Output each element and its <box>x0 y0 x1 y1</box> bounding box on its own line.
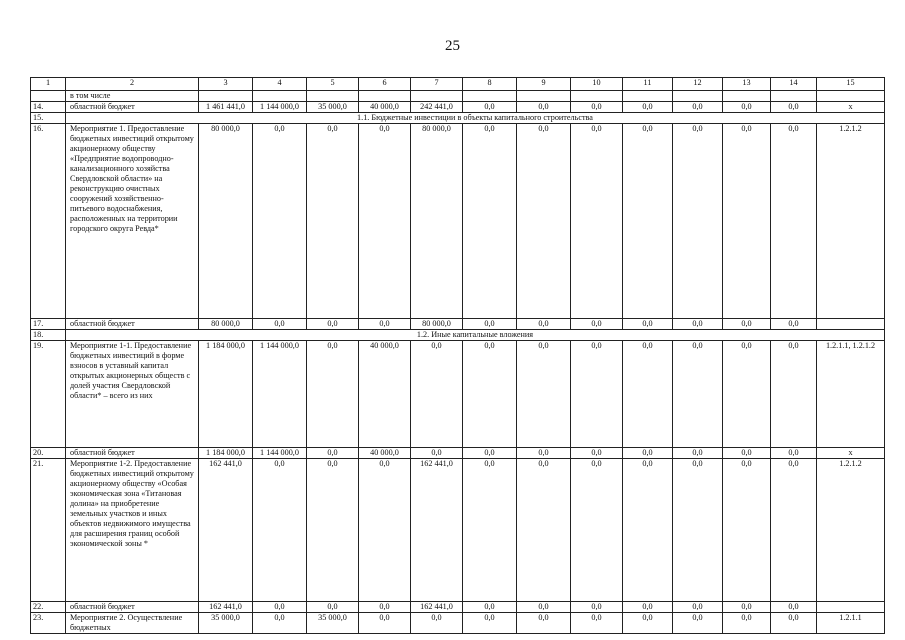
table-header-row <box>31 78 885 91</box>
value-cell <box>359 91 411 102</box>
value-cell: 0,0 <box>771 602 817 613</box>
value-cell: 1 184 000,0 <box>199 448 253 459</box>
value-cell: 0,0 <box>723 602 771 613</box>
value-cell: 0,0 <box>307 319 359 330</box>
value-cell: 0,0 <box>253 459 307 602</box>
value-cell <box>463 91 517 102</box>
page-number: 25 <box>445 38 460 54</box>
value-cell: 0,0 <box>307 459 359 602</box>
value-cell: 0,0 <box>571 124 623 319</box>
column-number-header: 14 <box>771 78 817 91</box>
value-cell: 0,0 <box>253 319 307 330</box>
value-cell: 0,0 <box>463 602 517 613</box>
row-name: Мероприятие 1-1. Предоставление бюджетных инвестиций в форме взносов в уставный капитал открытых акционерных обществ с долей участия Свердловской области* – всего из них <box>66 341 199 448</box>
value-cell <box>771 91 817 102</box>
section-title: 1.1. Бюджетные инвестиции в объекты капитального строительства <box>66 113 885 124</box>
value-cell: 0,0 <box>411 448 463 459</box>
target-code: х <box>817 102 885 113</box>
value-cell: 0,0 <box>517 602 571 613</box>
value-cell: 35 000,0 <box>199 613 253 634</box>
column-number-header: 6 <box>359 78 411 91</box>
value-cell: 0,0 <box>723 124 771 319</box>
value-cell: 0,0 <box>771 124 817 319</box>
target-code: 1.2.1.2 <box>817 124 885 319</box>
table-row <box>31 124 885 319</box>
value-cell: 0,0 <box>723 613 771 634</box>
value-cell: 0,0 <box>463 124 517 319</box>
value-cell: 0,0 <box>623 448 673 459</box>
value-cell: 0,0 <box>623 319 673 330</box>
section-title: 1.2. Иные капитальные вложения <box>66 330 885 341</box>
column-number-header: 4 <box>253 78 307 91</box>
value-cell: 80 000,0 <box>199 124 253 319</box>
value-cell: 0,0 <box>571 602 623 613</box>
value-cell: 0,0 <box>517 448 571 459</box>
value-cell: 0,0 <box>307 124 359 319</box>
row-name: Мероприятие 1. Предоставление бюджетных инвестиций открытому акционерному обществу «Предприятие водопроводно-канализационного хозяйства Свердловской области» на реконструкцию очистных сооружений хозяйственно-питьевого водоснабжения, расположенных на территории городского округа Ревда* <box>66 124 199 319</box>
target-code <box>817 91 885 102</box>
value-cell: 0,0 <box>771 341 817 448</box>
row-number: 22. <box>31 602 66 613</box>
row-number <box>31 91 66 102</box>
value-cell: 0,0 <box>359 124 411 319</box>
value-cell: 1 184 000,0 <box>199 341 253 448</box>
value-cell: 0,0 <box>623 341 673 448</box>
column-number-header: 5 <box>307 78 359 91</box>
value-cell: 0,0 <box>463 319 517 330</box>
value-cell: 1 461 441,0 <box>199 102 253 113</box>
table-row <box>31 602 885 613</box>
value-cell <box>199 91 253 102</box>
value-cell: 0,0 <box>463 459 517 602</box>
value-cell <box>307 91 359 102</box>
value-cell: 0,0 <box>673 448 723 459</box>
value-cell: 0,0 <box>571 448 623 459</box>
value-cell: 0,0 <box>723 448 771 459</box>
value-cell: 0,0 <box>673 613 723 634</box>
value-cell: 0,0 <box>673 602 723 613</box>
value-cell: 0,0 <box>253 124 307 319</box>
table-row <box>31 341 885 448</box>
row-number: 16. <box>31 124 66 319</box>
value-cell: 0,0 <box>571 341 623 448</box>
value-cell: 0,0 <box>673 102 723 113</box>
value-cell: 0,0 <box>517 613 571 634</box>
budget-table <box>30 77 885 634</box>
value-cell: 0,0 <box>623 459 673 602</box>
value-cell: 0,0 <box>623 602 673 613</box>
row-number: 23. <box>31 613 66 634</box>
column-number-header: 1 <box>31 78 66 91</box>
column-number-header: 9 <box>517 78 571 91</box>
row-number: 20. <box>31 448 66 459</box>
value-cell: 162 441,0 <box>411 602 463 613</box>
value-cell: 35 000,0 <box>307 613 359 634</box>
value-cell: 40 000,0 <box>359 448 411 459</box>
column-number-header: 2 <box>66 78 199 91</box>
value-cell: 40 000,0 <box>359 102 411 113</box>
value-cell: 80 000,0 <box>411 319 463 330</box>
value-cell: 0,0 <box>307 448 359 459</box>
value-cell: 0,0 <box>307 341 359 448</box>
value-cell: 0,0 <box>517 102 571 113</box>
table-row <box>31 330 885 341</box>
value-cell: 0,0 <box>411 613 463 634</box>
value-cell: 0,0 <box>571 102 623 113</box>
target-code <box>817 602 885 613</box>
column-number-header: 8 <box>463 78 517 91</box>
row-name: в том числе <box>66 91 199 102</box>
value-cell: 0,0 <box>771 448 817 459</box>
value-cell: 80 000,0 <box>199 319 253 330</box>
table-row <box>31 448 885 459</box>
column-number-header: 3 <box>199 78 253 91</box>
value-cell: 0,0 <box>673 459 723 602</box>
column-number-header: 15 <box>817 78 885 91</box>
value-cell: 80 000,0 <box>411 124 463 319</box>
value-cell <box>673 91 723 102</box>
row-number: 15. <box>31 113 66 124</box>
table-row <box>31 113 885 124</box>
value-cell: 0,0 <box>723 319 771 330</box>
value-cell: 0,0 <box>517 319 571 330</box>
row-name: областной бюджет <box>66 602 199 613</box>
value-cell: 0,0 <box>571 319 623 330</box>
row-name: областной бюджет <box>66 448 199 459</box>
value-cell <box>517 91 571 102</box>
row-number: 19. <box>31 341 66 448</box>
column-number-header: 13 <box>723 78 771 91</box>
value-cell: 0,0 <box>771 319 817 330</box>
value-cell: 0,0 <box>771 102 817 113</box>
column-number-header: 10 <box>571 78 623 91</box>
target-code: х <box>817 448 885 459</box>
row-number: 14. <box>31 102 66 113</box>
value-cell: 0,0 <box>771 613 817 634</box>
value-cell: 0,0 <box>463 613 517 634</box>
value-cell: 0,0 <box>723 102 771 113</box>
value-cell: 0,0 <box>571 613 623 634</box>
value-cell: 0,0 <box>463 102 517 113</box>
row-name: областной бюджет <box>66 319 199 330</box>
row-number: 17. <box>31 319 66 330</box>
row-name: Мероприятие 1-2. Предоставление бюджетных инвестиций открытому акционерному обществу «Особая экономическая зона «Титановая долина» на приобретение земельных участков и иных объектов недвижимого имущества для расширения границ особой экономической зоны * <box>66 459 199 602</box>
value-cell: 0,0 <box>623 613 673 634</box>
value-cell: 35 000,0 <box>307 102 359 113</box>
value-cell <box>411 91 463 102</box>
value-cell: 0,0 <box>673 341 723 448</box>
value-cell: 0,0 <box>463 448 517 459</box>
target-code: 1.2.1.1 <box>817 613 885 634</box>
value-cell: 0,0 <box>517 459 571 602</box>
value-cell: 162 441,0 <box>199 602 253 613</box>
table-row <box>31 102 885 113</box>
value-cell: 0,0 <box>253 602 307 613</box>
value-cell: 1 144 000,0 <box>253 341 307 448</box>
value-cell: 0,0 <box>673 124 723 319</box>
value-cell: 0,0 <box>359 602 411 613</box>
target-code: 1.2.1.2 <box>817 459 885 602</box>
value-cell: 40 000,0 <box>359 341 411 448</box>
value-cell: 0,0 <box>359 459 411 602</box>
target-code <box>817 319 885 330</box>
target-code: 1.2.1.1, 1.2.1.2 <box>817 341 885 448</box>
column-number-header: 11 <box>623 78 673 91</box>
table-row <box>31 319 885 330</box>
value-cell: 0,0 <box>517 124 571 319</box>
column-number-header: 7 <box>411 78 463 91</box>
value-cell: 0,0 <box>571 459 623 602</box>
row-name: областной бюджет <box>66 102 199 113</box>
table-row <box>31 459 885 602</box>
value-cell: 0,0 <box>623 124 673 319</box>
value-cell: 162 441,0 <box>199 459 253 602</box>
column-number-header: 12 <box>673 78 723 91</box>
value-cell: 0,0 <box>771 459 817 602</box>
row-number: 18. <box>31 330 66 341</box>
value-cell: 0,0 <box>359 613 411 634</box>
value-cell: 0,0 <box>723 341 771 448</box>
value-cell: 1 144 000,0 <box>253 102 307 113</box>
value-cell <box>723 91 771 102</box>
value-cell: 0,0 <box>723 459 771 602</box>
value-cell: 162 441,0 <box>411 459 463 602</box>
value-cell: 0,0 <box>307 602 359 613</box>
value-cell <box>253 91 307 102</box>
value-cell: 0,0 <box>359 319 411 330</box>
value-cell: 0,0 <box>623 102 673 113</box>
value-cell: 0,0 <box>411 341 463 448</box>
value-cell <box>623 91 673 102</box>
table-row <box>31 91 885 102</box>
value-cell: 0,0 <box>673 319 723 330</box>
value-cell: 0,0 <box>517 341 571 448</box>
table-row <box>31 613 885 634</box>
row-number: 21. <box>31 459 66 602</box>
value-cell: 0,0 <box>463 341 517 448</box>
value-cell <box>571 91 623 102</box>
value-cell: 1 144 000,0 <box>253 448 307 459</box>
row-name: Мероприятие 2. Осуществление бюджетных <box>66 613 199 634</box>
value-cell: 0,0 <box>253 613 307 634</box>
value-cell: 242 441,0 <box>411 102 463 113</box>
